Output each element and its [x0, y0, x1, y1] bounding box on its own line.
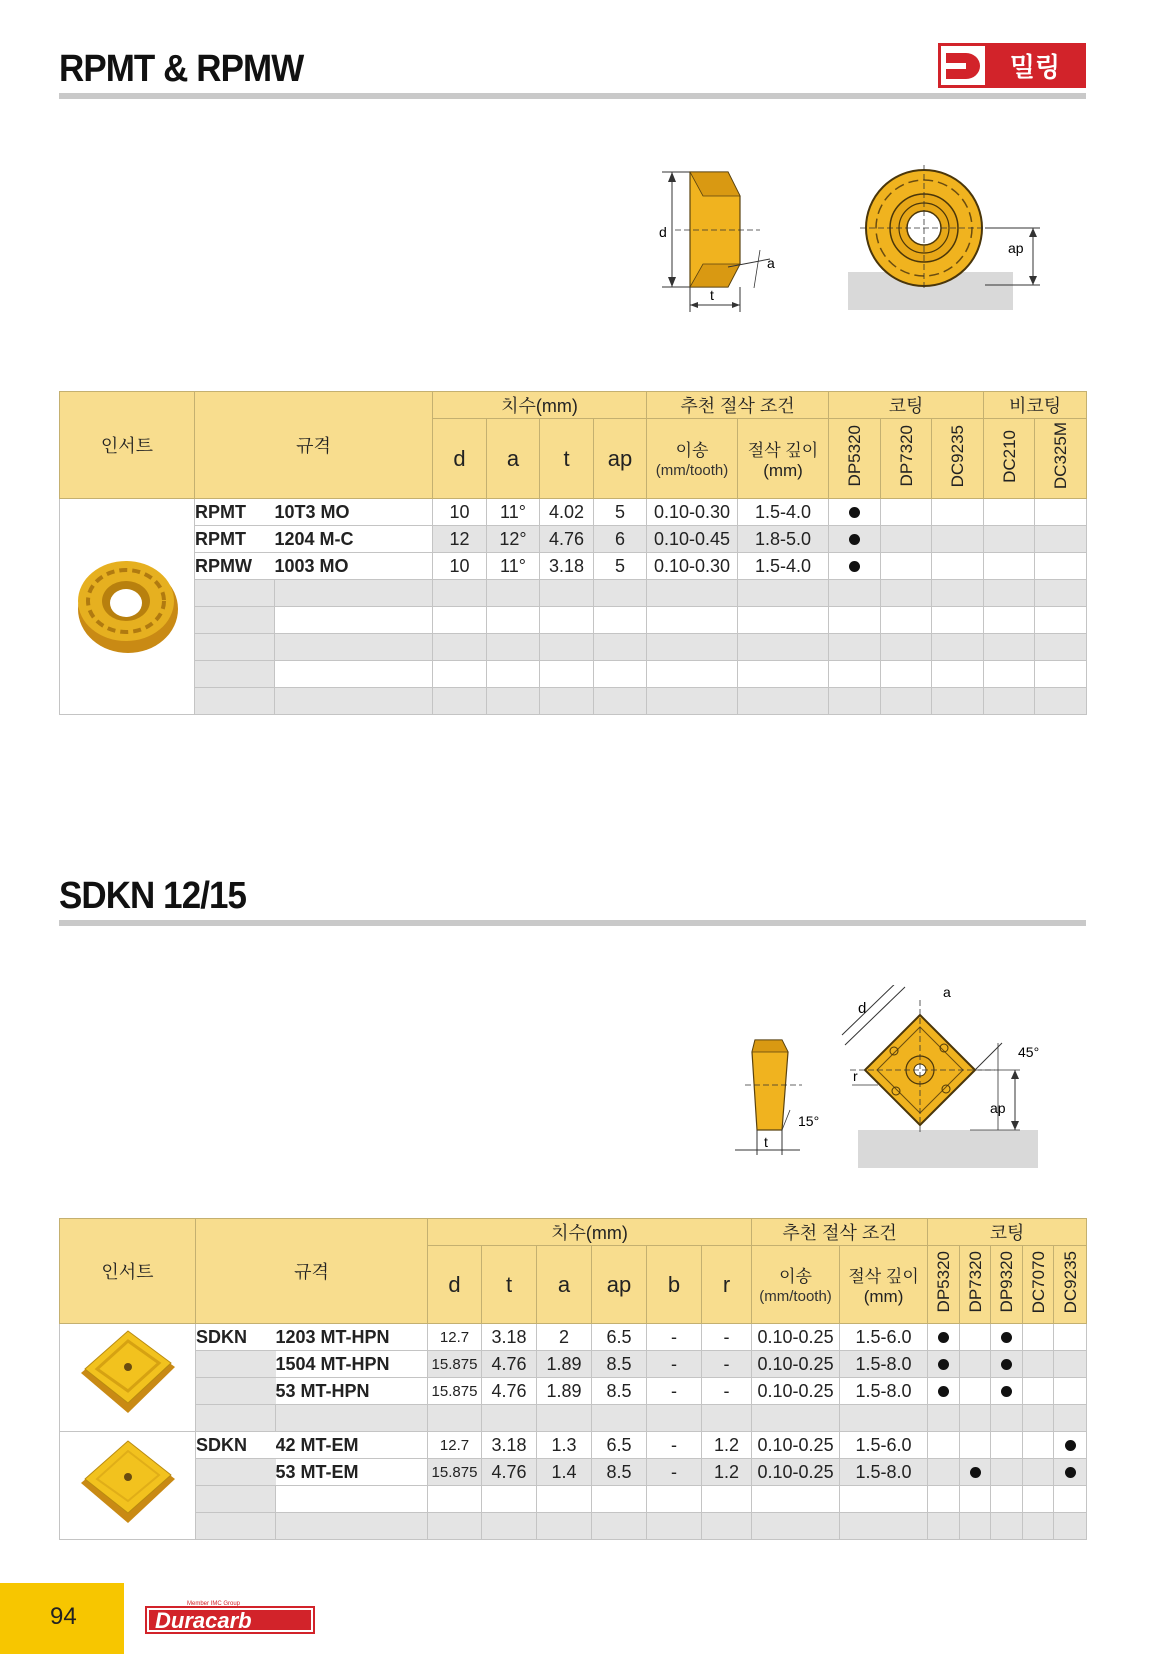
grade-cell: [928, 1432, 960, 1459]
grade-cell: [928, 1459, 960, 1486]
group-cond-header: 추천 절삭 조건: [752, 1219, 928, 1246]
grade-cell: [1023, 1378, 1054, 1405]
cell-t: 4.76: [482, 1378, 537, 1405]
table-row: [60, 1459, 1087, 1486]
available-dot-icon: [938, 1359, 949, 1370]
grade-cell: [928, 1351, 960, 1378]
available-dot-icon: [938, 1332, 949, 1343]
grade-cell: [1035, 499, 1087, 526]
table-row: [60, 1351, 1087, 1378]
sdkn-hpn-insert-image: [73, 1325, 183, 1425]
cell-ap: 8.5: [592, 1351, 647, 1378]
cell-b: -: [647, 1351, 702, 1378]
spec-code: 42 MT-EM: [276, 1432, 428, 1459]
cond-depth-unit: (mm): [763, 461, 803, 480]
dim-header-d: d: [428, 1246, 482, 1324]
spec-code: 10T3 MO: [275, 499, 433, 526]
grade-cell: [829, 499, 881, 526]
cell-ap: 8.5: [592, 1378, 647, 1405]
dim-header-r: r: [702, 1246, 752, 1324]
dim-label-ap: ap: [1008, 240, 1024, 256]
grade-header: [881, 419, 932, 499]
cell-depth: 1.5-8.0: [840, 1378, 928, 1405]
cell-feed: 0.10-0.45: [647, 526, 738, 553]
table-row: [60, 1378, 1087, 1405]
cell-depth: 1.5-6.0: [840, 1432, 928, 1459]
group-uncoat-header: 비코팅: [984, 392, 1087, 419]
available-dot-icon: [1001, 1332, 1012, 1343]
grade-cell: [984, 499, 1035, 526]
grade-cell: [928, 1378, 960, 1405]
grade-cell: [881, 526, 932, 553]
cell-d: 12: [433, 526, 487, 553]
sdkn-spec-table: [59, 1218, 1087, 1540]
spec-family: SDKN: [196, 1324, 276, 1351]
cell-t: 4.02: [540, 499, 594, 526]
grade-header: [1054, 1246, 1087, 1324]
grade-label: DP5320: [934, 1251, 954, 1313]
grade-label: DC9235: [948, 424, 968, 488]
grade-header: [829, 419, 881, 499]
grade-header: [928, 1246, 960, 1324]
dim-header-ap: ap: [592, 1246, 647, 1324]
section-title-sdkn: SDKN 12/15: [59, 875, 247, 917]
available-dot-icon: [1001, 1359, 1012, 1370]
grade-cell: [1054, 1459, 1087, 1486]
table-row-empty: [60, 688, 1087, 715]
cell-ap: 6: [594, 526, 647, 553]
sdkn-top-diagram: [820, 985, 1065, 1170]
col-spec-header: 규격: [196, 1219, 428, 1324]
dim-header-d: d: [433, 419, 487, 499]
insert-image-cell: [60, 1432, 196, 1540]
grade-label: DC325M: [1051, 422, 1071, 490]
grade-header: [1023, 1246, 1054, 1324]
cell-d: 15.875: [428, 1459, 482, 1486]
dim-label-t: t: [710, 287, 714, 303]
dim-label-45: 45°: [1018, 1044, 1040, 1060]
cell-feed: 0.10-0.25: [752, 1432, 840, 1459]
grade-cell: [991, 1378, 1023, 1405]
cond-depth-label: 절삭 깊이: [747, 441, 819, 460]
cond-feed-label: 이송: [675, 441, 709, 461]
milling-logo: [938, 43, 1086, 88]
dim-header-t: t: [482, 1246, 537, 1324]
cell-t: 3.18: [482, 1324, 537, 1351]
grade-cell: [1035, 526, 1087, 553]
spec-family: [196, 1378, 276, 1405]
grade-header: [1035, 419, 1087, 499]
grade-cell: [984, 526, 1035, 553]
cell-feed: 0.10-0.25: [752, 1351, 840, 1378]
grade-label: DC210: [999, 429, 1019, 483]
grade-label: DC7070: [1028, 1250, 1048, 1314]
rpmt-spec-table: [59, 391, 1087, 715]
cond-feed-label: 이송: [779, 1267, 812, 1287]
grade-cell: [991, 1459, 1023, 1486]
available-dot-icon: [849, 507, 860, 518]
dim-label-ap: ap: [990, 1100, 1006, 1116]
cell-ap: 8.5: [592, 1459, 647, 1486]
cell-r: -: [702, 1324, 752, 1351]
grade-cell: [829, 526, 881, 553]
page-number: 94: [50, 1603, 77, 1630]
cell-b: -: [647, 1432, 702, 1459]
title-rule: [59, 920, 1086, 926]
available-dot-icon: [1001, 1386, 1012, 1397]
grade-label: DP9320: [997, 1251, 1017, 1313]
cond-feed-unit: (mm/tooth): [655, 462, 729, 480]
grade-cell: [991, 1324, 1023, 1351]
grade-cell: [881, 553, 932, 580]
rpmt-top-diagram: [830, 160, 1060, 320]
group-cond-header: 추천 절삭 조건: [647, 392, 829, 419]
spec-family: SDKN: [196, 1432, 276, 1459]
dim-header-a: a: [537, 1246, 592, 1324]
duracarb-logo: [145, 1600, 315, 1634]
brand-tag: Member IMC Group: [187, 1601, 241, 1607]
spec-family: RPMW: [195, 553, 275, 580]
available-dot-icon: [849, 534, 860, 545]
cell-ap: 5: [594, 553, 647, 580]
grade-cell: [932, 499, 984, 526]
table-row-empty: [60, 661, 1087, 688]
cell-b: -: [647, 1324, 702, 1351]
cell-b: -: [647, 1378, 702, 1405]
dim-header-ap: ap: [594, 419, 647, 499]
available-dot-icon: [1065, 1467, 1076, 1478]
grade-cell: [1054, 1351, 1087, 1378]
cond-feed-unit: (mm/tooth): [759, 1288, 832, 1306]
cell-d: 10: [433, 553, 487, 580]
cell-depth: 1.5-4.0: [738, 499, 829, 526]
spec-code: 53 MT-HPN: [276, 1378, 428, 1405]
grade-header: [991, 1246, 1023, 1324]
dim-label-a: a: [943, 985, 951, 1000]
grade-cell: [932, 553, 984, 580]
grade-cell: [881, 499, 932, 526]
grade-label: DP7320: [965, 1251, 985, 1313]
grade-cell: [1035, 553, 1087, 580]
cell-d: 15.875: [428, 1351, 482, 1378]
spec-family: RPMT: [195, 499, 275, 526]
available-dot-icon: [970, 1467, 981, 1478]
grade-cell: [960, 1432, 991, 1459]
insert-image-cell: [60, 1324, 196, 1432]
col-insert-header: 인서트: [60, 392, 195, 499]
grade-cell: [960, 1324, 991, 1351]
dim-header-a: a: [487, 419, 540, 499]
col-spec-header: 규격: [195, 392, 433, 499]
table-row: [60, 526, 1087, 553]
dim-label-15: 15°: [798, 1113, 820, 1129]
cell-a: 11°: [487, 553, 540, 580]
cell-depth: 1.8-5.0: [738, 526, 829, 553]
grade-cell: [984, 553, 1035, 580]
grade-cell: [991, 1432, 1023, 1459]
cond-depth-unit: (mm): [863, 1287, 904, 1306]
cell-a: 1.4: [537, 1459, 592, 1486]
cell-r: 1.2: [702, 1459, 752, 1486]
cell-a: 1.89: [537, 1378, 592, 1405]
cell-a: 1.3: [537, 1432, 592, 1459]
cell-r: -: [702, 1378, 752, 1405]
cell-feed: 0.10-0.30: [647, 499, 738, 526]
cell-b: -: [647, 1459, 702, 1486]
grade-cell: [960, 1459, 991, 1486]
cell-a: 12°: [487, 526, 540, 553]
cell-a: 11°: [487, 499, 540, 526]
grade-header: [960, 1246, 991, 1324]
cell-t: 4.76: [482, 1459, 537, 1486]
cell-ap: 6.5: [592, 1324, 647, 1351]
col-insert-header: 인서트: [60, 1219, 196, 1324]
table-row-empty: [60, 1405, 1087, 1432]
cond-header-feed: [752, 1246, 840, 1324]
grade-cell: [928, 1324, 960, 1351]
group-coat-header: 코팅: [928, 1219, 1087, 1246]
cell-d: 15.875: [428, 1378, 482, 1405]
cell-feed: 0.10-0.25: [752, 1459, 840, 1486]
logo-text: 밀링: [1009, 53, 1061, 83]
rpmt-insert-image: [72, 549, 182, 659]
table-row-empty: [60, 634, 1087, 661]
grade-cell: [1054, 1432, 1087, 1459]
sdkn-em-insert-image: [73, 1433, 183, 1533]
grade-cell: [991, 1351, 1023, 1378]
dim-header-b: b: [647, 1246, 702, 1324]
table-row: [60, 553, 1087, 580]
cell-d: 10: [433, 499, 487, 526]
grade-cell: [932, 526, 984, 553]
brand-name: Duracarb: [155, 1608, 252, 1633]
grade-cell: [960, 1351, 991, 1378]
spec-code: 1504 MT-HPN: [276, 1351, 428, 1378]
cell-a: 2: [537, 1324, 592, 1351]
cell-a: 1.89: [537, 1351, 592, 1378]
table-row: [60, 1324, 1087, 1351]
spec-code: 53 MT-EM: [276, 1459, 428, 1486]
cell-t: 4.76: [482, 1351, 537, 1378]
spec-code: 1204 M-C: [275, 526, 433, 553]
insert-image-cell: [60, 499, 195, 715]
cell-t: 4.76: [540, 526, 594, 553]
cell-d: 12.7: [428, 1432, 482, 1459]
group-dims-header: 치수(mm): [433, 392, 647, 419]
cell-feed: 0.10-0.30: [647, 553, 738, 580]
cell-feed: 0.10-0.25: [752, 1378, 840, 1405]
spec-family: [196, 1459, 276, 1486]
table-row-empty: [60, 1486, 1087, 1513]
cell-depth: 1.5-4.0: [738, 553, 829, 580]
table-row-empty: [60, 1513, 1087, 1540]
cond-header-depth: [738, 419, 829, 499]
cond-header-depth: [840, 1246, 928, 1324]
cell-depth: 1.5-6.0: [840, 1324, 928, 1351]
dim-label-r: r: [853, 1068, 858, 1084]
group-dims-header: 치수(mm): [428, 1219, 752, 1246]
cell-depth: 1.5-8.0: [840, 1459, 928, 1486]
grade-cell: [1023, 1432, 1054, 1459]
dim-label-d: d: [659, 224, 667, 240]
cell-t: 3.18: [482, 1432, 537, 1459]
spec-code: 1203 MT-HPN: [276, 1324, 428, 1351]
available-dot-icon: [849, 561, 860, 572]
table-row: [60, 1432, 1087, 1459]
cell-t: 3.18: [540, 553, 594, 580]
dim-header-t: t: [540, 419, 594, 499]
spec-family: RPMT: [195, 526, 275, 553]
cell-d: 12.7: [428, 1324, 482, 1351]
group-coat-header: 코팅: [829, 392, 984, 419]
cell-depth: 1.5-8.0: [840, 1351, 928, 1378]
table-row-empty: [60, 607, 1087, 634]
cell-feed: 0.10-0.25: [752, 1324, 840, 1351]
title-rule: [59, 93, 1086, 99]
spec-family: [196, 1351, 276, 1378]
cond-depth-label: 절삭 깊이: [848, 1267, 919, 1286]
dim-label-a: a: [767, 255, 775, 271]
grade-cell: [960, 1378, 991, 1405]
available-dot-icon: [938, 1386, 949, 1397]
cell-ap: 6.5: [592, 1432, 647, 1459]
grade-cell: [1023, 1351, 1054, 1378]
grade-header: [984, 419, 1035, 499]
available-dot-icon: [1065, 1440, 1076, 1451]
grade-label: DP7320: [896, 425, 916, 487]
table-row-empty: [60, 580, 1087, 607]
cond-header-feed: [647, 419, 738, 499]
cell-ap: 5: [594, 499, 647, 526]
dim-label-t: t: [764, 1134, 768, 1150]
section-title-rpmt: RPMT & RPMW: [59, 48, 304, 90]
grade-label: DP5320: [845, 425, 865, 487]
grade-cell: [1054, 1378, 1087, 1405]
grade-label: DC9235: [1060, 1250, 1080, 1314]
grade-cell: [1054, 1324, 1087, 1351]
spec-code: 1003 MO: [275, 553, 433, 580]
grade-cell: [1023, 1324, 1054, 1351]
page-number-box: [0, 1583, 124, 1654]
table-row: [60, 499, 1087, 526]
cell-r: 1.2: [702, 1432, 752, 1459]
grade-cell: [1023, 1459, 1054, 1486]
grade-cell: [829, 553, 881, 580]
grade-header: [932, 419, 984, 499]
dim-label-d: d: [858, 1000, 867, 1017]
cell-r: -: [702, 1351, 752, 1378]
rpmt-side-diagram: [650, 160, 800, 330]
